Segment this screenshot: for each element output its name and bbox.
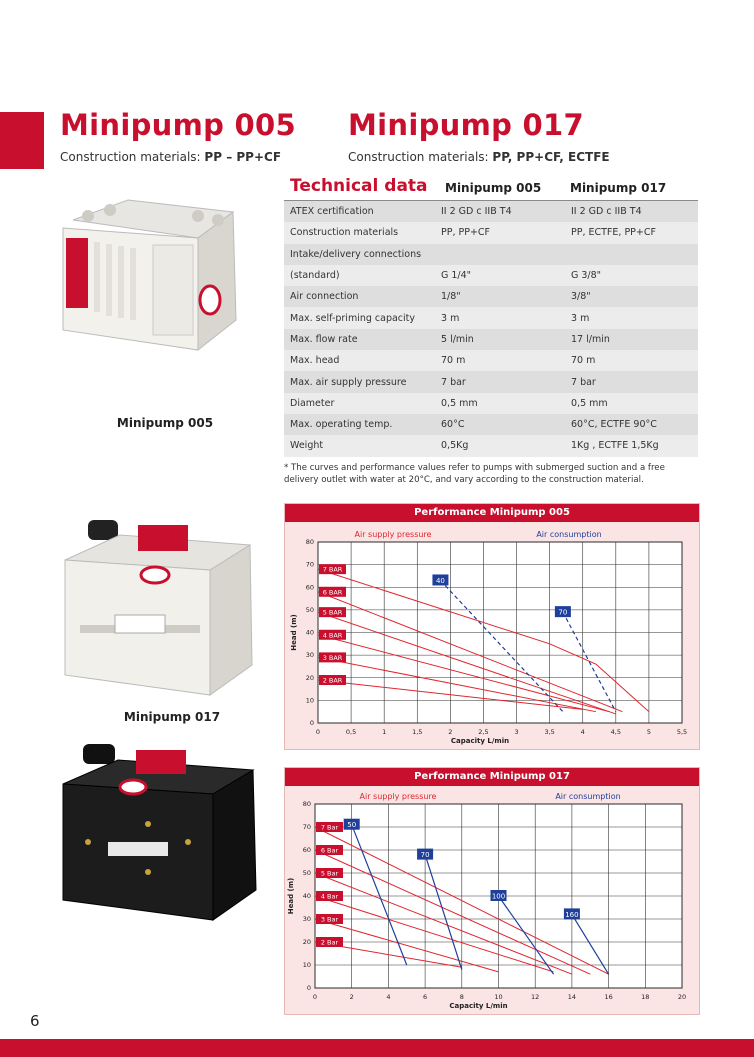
table-cell-v2: 7 bar <box>565 371 698 392</box>
air-label: 40 <box>435 576 445 585</box>
chart-title: Performance Minipump 005 <box>285 504 699 522</box>
table-cell-v1 <box>435 244 565 265</box>
y-tick-label: 40 <box>305 628 314 637</box>
x-tick-label: 2 <box>448 728 453 736</box>
x-tick-label: 10 <box>494 993 503 1001</box>
table-cell-label: Weight <box>284 435 435 456</box>
footnote: * The curves and performance values refer to pumps with submerged suction and a free delivery outlet with water at 20°C, and vary according to the construction material. <box>284 463 665 485</box>
caption-minipump-017: Minipump 017 <box>123 710 221 724</box>
table-row <box>284 286 698 307</box>
x-tick-label: 20 <box>677 993 687 1001</box>
x-tick-label: 12 <box>531 993 540 1001</box>
chart-minipump-017 <box>284 767 700 1015</box>
air-label: 100 <box>491 892 506 901</box>
y-tick-label: 50 <box>305 605 314 614</box>
y-tick-label: 70 <box>305 560 314 569</box>
table-cell-v2: II 2 GD c IIB T4 <box>565 201 698 222</box>
table-row <box>284 435 698 456</box>
y-axis-label: Head (m) <box>287 877 295 915</box>
legend-air-consumption: Air consumption <box>536 530 602 539</box>
table-cell-v1: 70 m <box>435 350 565 371</box>
table-row <box>284 393 698 414</box>
x-tick-label: 3,5 <box>544 728 555 736</box>
table-cell-v1: 5 l/min <box>435 329 565 350</box>
chart-minipump-005 <box>284 503 700 750</box>
pressure-label: 4 BAR <box>322 631 343 640</box>
caption-minipump-005: Minipump 005 <box>116 416 214 430</box>
column-header-017: Minipump 017 <box>570 181 667 195</box>
table-cell-v2 <box>565 244 698 265</box>
table-row <box>284 307 698 328</box>
y-tick-label: 80 <box>305 538 314 546</box>
table-cell-label: Construction materials <box>284 222 435 243</box>
pressure-label: 2 BAR <box>322 676 343 685</box>
pressure-label: 3 Bar <box>320 915 339 924</box>
accent-block <box>0 112 44 169</box>
x-tick-label: 6 <box>423 993 428 1001</box>
x-tick-label: 4 <box>386 993 391 1001</box>
table-cell-label: Air connection <box>284 286 435 307</box>
pressure-label: 7 Bar <box>320 823 339 832</box>
x-tick-label: 1 <box>382 728 387 736</box>
x-tick-label: 18 <box>641 993 650 1001</box>
table-cell-label: Diameter <box>284 393 435 414</box>
air-label: 70 <box>558 608 568 617</box>
x-tick-label: 0,5 <box>345 728 357 736</box>
air-label: 160 <box>565 910 579 919</box>
y-tick-label: 40 <box>302 892 311 900</box>
table-cell-v1: PP, PP+CF <box>435 222 565 243</box>
table-cell-label: Max. air supply pressure <box>284 371 435 392</box>
legend-air-supply-pressure: Air supply pressure <box>354 530 432 539</box>
minipump-005-image <box>58 190 258 370</box>
table-cell-v2: 0,5 mm <box>565 393 698 414</box>
product-materials-017: Construction materials: PP, PP+CF, ECTFE <box>348 150 610 164</box>
y-tick-label: 50 <box>302 869 311 877</box>
footer-bar <box>0 1039 754 1057</box>
table-cell-v1: 0,5 mm <box>435 393 565 414</box>
product-title-005: Minipump 005 <box>60 108 296 142</box>
table-row <box>284 201 698 222</box>
pressure-label: 5 BAR <box>322 608 343 617</box>
table-cell-v1: II 2 GD c IIB T4 <box>435 201 565 222</box>
table-cell-v2: PP, ECTFE, PP+CF <box>565 222 698 243</box>
table-cell-label: Intake/delivery connections <box>284 244 435 265</box>
y-tick-label: 60 <box>302 846 311 854</box>
x-tick-label: 14 <box>567 993 577 1001</box>
pressure-label: 6 Bar <box>320 846 339 855</box>
pressure-label: 5 Bar <box>320 869 339 878</box>
table-cell-label: ATEX certification <box>284 201 435 222</box>
table-cell-label: Max. flow rate <box>284 329 435 350</box>
x-tick-label: 2 <box>349 993 354 1001</box>
y-tick-label: 10 <box>305 696 314 705</box>
x-tick-label: 2,5 <box>478 728 489 736</box>
table-cell-v1: 0,5Kg <box>435 435 565 456</box>
x-tick-label: 16 <box>604 993 613 1001</box>
pressure-label: 4 Bar <box>320 892 339 901</box>
x-axis-label: Capacity L/min <box>450 737 510 745</box>
x-tick-label: 4 <box>580 728 585 736</box>
table-cell-v1: 60°C <box>435 414 565 435</box>
table-cell-label: (standard) <box>284 265 435 286</box>
y-axis-label: Head (m) <box>290 614 298 651</box>
table-row <box>284 222 698 243</box>
pressure-label: 2 Bar <box>320 938 339 947</box>
minipump-017-ectfe-image <box>58 742 263 927</box>
legend-air-supply-pressure: Air supply pressure <box>359 792 437 801</box>
x-tick-label: 5 <box>646 728 651 736</box>
table-cell-label: Max. self-priming capacity <box>284 307 435 328</box>
table-cell-label: Max. head <box>284 350 435 371</box>
y-tick-label: 70 <box>302 823 311 831</box>
y-tick-label: 80 <box>302 800 311 808</box>
table-row <box>284 265 698 286</box>
table-cell-v2: 3/8" <box>565 286 698 307</box>
air-label: 50 <box>347 821 357 830</box>
x-tick-label: 8 <box>459 993 464 1001</box>
product-materials-005: Construction materials: PP – PP+CF <box>60 150 282 164</box>
table-cell-v2: 70 m <box>565 350 698 371</box>
table-cell-v1: 1/8" <box>435 286 565 307</box>
column-header-005: Minipump 005 <box>445 181 542 195</box>
x-tick-label: 3 <box>514 728 519 736</box>
page-number: 6 <box>30 1012 40 1030</box>
table-row <box>284 329 698 350</box>
technical-data-heading: Technical data <box>290 176 428 196</box>
x-tick-label: 1,5 <box>412 728 423 736</box>
table-cell-v2: 1Kg , ECTFE 1,5Kg <box>565 435 698 456</box>
table-row <box>284 350 698 371</box>
table-cell-v2: 60°C, ECTFE 90°C <box>565 414 698 435</box>
table-cell-v1: 7 bar <box>435 371 565 392</box>
technical-data-table <box>284 201 698 457</box>
product-title-017: Minipump 017 <box>348 108 584 142</box>
y-tick-label: 60 <box>305 583 314 592</box>
table-cell-v1: 3 m <box>435 307 565 328</box>
chart-title: Performance Minipump 017 <box>285 768 699 786</box>
y-tick-label: 20 <box>305 673 314 682</box>
minipump-017-image <box>60 515 260 705</box>
x-tick-label: 4,5 <box>610 728 621 736</box>
y-tick-label: 0 <box>306 984 311 992</box>
y-tick-label: 10 <box>302 961 311 969</box>
legend-air-consumption: Air consumption <box>555 792 621 801</box>
x-axis-label: Capacity L/min <box>449 1002 508 1010</box>
table-cell-label: Max. operating temp. <box>284 414 435 435</box>
y-tick-label: 0 <box>309 719 314 727</box>
y-tick-label: 30 <box>302 915 311 923</box>
y-tick-label: 30 <box>305 651 314 660</box>
x-tick-label: 0 <box>312 993 318 1001</box>
table-cell-v2: 3 m <box>565 307 698 328</box>
table-cell-v2: 17 l/min <box>565 329 698 350</box>
table-cell-v2: G 3/8" <box>565 265 698 286</box>
pressure-label: 7 BAR <box>322 565 343 574</box>
x-tick-label: 5,5 <box>676 728 688 736</box>
pressure-label: 3 BAR <box>322 653 343 662</box>
y-tick-label: 20 <box>302 938 311 946</box>
x-tick-label: 0 <box>315 728 321 736</box>
pressure-label: 6 BAR <box>322 588 343 597</box>
table-row <box>284 414 698 435</box>
table-row <box>284 244 698 265</box>
table-cell-v1: G 1/4" <box>435 265 565 286</box>
table-row <box>284 371 698 392</box>
air-label: 70 <box>420 851 430 860</box>
